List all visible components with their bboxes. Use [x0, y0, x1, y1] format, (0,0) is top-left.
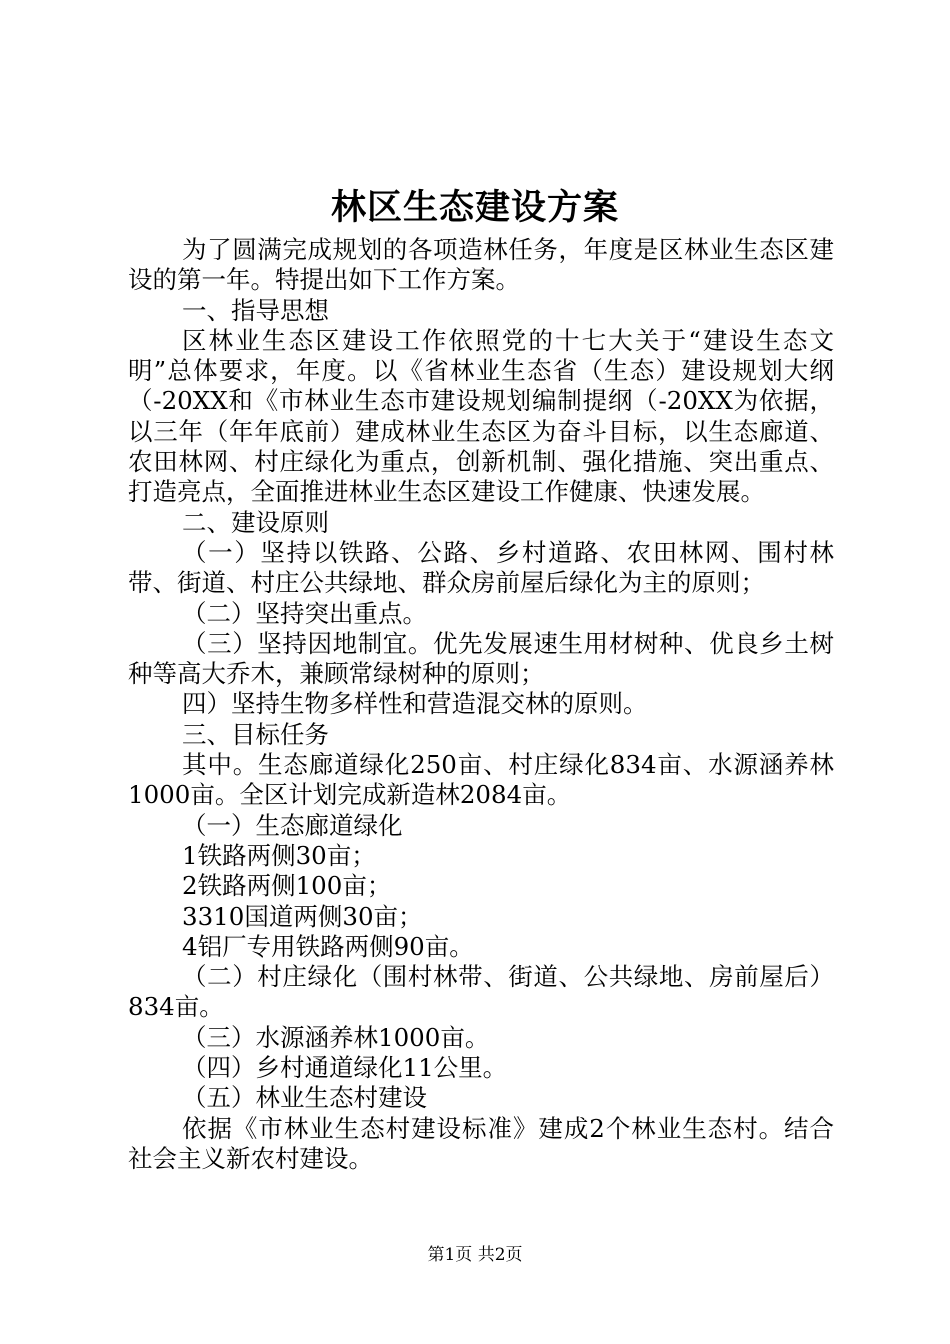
- document-title: 林区生态建设方案: [330, 187, 619, 228]
- principle-item: （二）坚持突出重点。: [182, 598, 427, 628]
- section-heading-principles: 二、建设原则: [182, 507, 329, 537]
- target-subheading: （三）水源涵养林1000亩。: [182, 1022, 490, 1052]
- list-item: 3310国道两侧30亩；: [182, 901, 423, 931]
- principle-item: （三）坚持因地制宜。优先发展速生用材树种、优良乡土树种等高大乔木，兼顾常绿树种的原则；: [128, 628, 834, 689]
- page-footer: 第1页 共2页: [427, 1245, 523, 1265]
- target-subheading: （一）生态廊道绿化: [182, 810, 403, 840]
- section-heading-targets: 三、目标任务: [182, 719, 329, 749]
- document-body: [128, 235, 834, 1174]
- target-subheading: （二）村庄绿化（围村林带、街道、公共绿地、房前屋后）834亩。: [128, 962, 834, 1022]
- target-subheading: （四）乡村通道绿化11公里。: [182, 1053, 508, 1083]
- principle-item: 四）坚持生物多样性和营造混交林的原则。: [182, 689, 648, 719]
- paragraph-eco-village: 依据《市林业生态村建设标准》建成2个林业生态村。结合社会主义新农村建设。: [128, 1113, 834, 1173]
- target-subheading: （五）林业生态村建设: [182, 1083, 427, 1113]
- paragraph-guiding-thought: 区林业生态区建设工作依照党的十七大关于“建设生态文明”总体要求，年度。以《省林业生态省（生态）建设规划大纲（-20XX和《市林业生态市建设规划编制提纲（-20XX为依据，以三年（年年底前）建成林业生态区为奋斗目标，以生态廊道、农田林网、村庄绿化为重点，创新机制、强化措施、突出重点、打造亮点，全面推进林业生态区建设工作健康、快速发展。: [128, 325, 834, 507]
- principle-item: （一）坚持以铁路、公路、乡村道路、农田林网、围村林带、街道、村庄公共绿地、群众房前屋后绿化为主的原则；: [128, 537, 834, 598]
- list-item: 2铁路两侧100亩；: [182, 871, 392, 901]
- section-heading-guiding-thought: 一、指导思想: [182, 295, 329, 325]
- paragraph-targets: 其中。生态廊道绿化250亩、村庄绿化834亩、水源涵养林1000亩。全区计划完成新造林2084亩。: [128, 750, 834, 810]
- list-item: 1铁路两侧30亩；: [182, 840, 376, 870]
- paragraph-intro: 为了圆满完成规划的各项造林任务，年度是区林业生态区建设的第一年。特提出如下工作方案。: [128, 235, 834, 295]
- list-item: 4铝厂专用铁路两侧90亩。: [182, 931, 474, 961]
